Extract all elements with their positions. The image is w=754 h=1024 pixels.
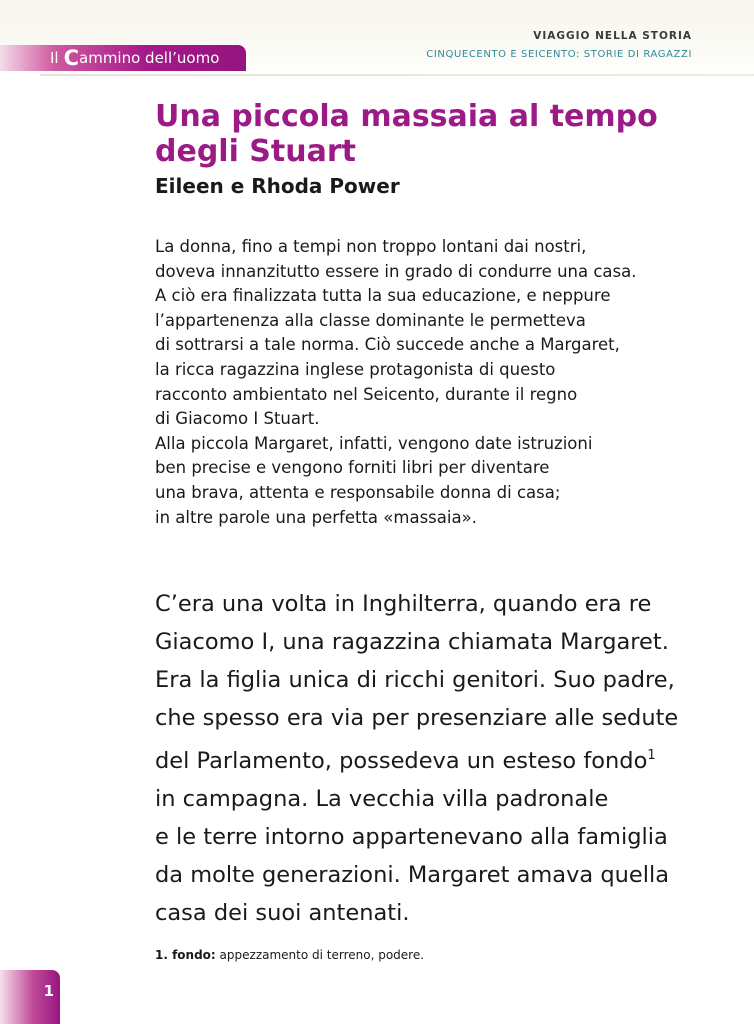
series-title: VIAGGIO NELLA STORIA [533,30,692,42]
story-text [155,585,735,932]
story-line-with-note [155,737,735,780]
story-line: da molte generazioni. Margaret amava quella [155,862,670,888]
story-line: casa dei suoi antenati. [155,900,410,926]
story-line: in campagna. La vecchia villa padronale [155,786,609,812]
intro-line: doveva innanzitutto essere in grado di condurre una casa. [155,261,637,281]
story-line: Giacomo I, una ragazzina chiamata Margaret. [155,629,669,655]
article-authors: Eileen e Rhoda Power [155,174,400,198]
story-line: e le terre intorno appartenevano alla famiglia [155,824,668,850]
article-title-line: Una piccola massaia al tempo [155,99,658,134]
intro-line: l’appartenenza alla classe dominante le permetteva [155,310,586,330]
page-number-tab [0,970,60,1024]
intro-line: ben precise e vengono forniti libri per diventare [155,458,550,478]
brand-banner [0,45,246,71]
intro-paragraph [155,235,715,530]
article-title [155,99,715,169]
footnote-reference[interactable]: 1 [647,748,656,763]
page-number: 1 [43,982,54,1000]
footnote-definition: appezzamento di terreno, podere. [215,948,425,962]
footnote-term: 1. fondo: [155,948,216,962]
story-line: C’era una volta in Inghilterra, quando era re [155,591,652,617]
intro-line: una brava, attenta e responsabile donna di casa; [155,482,561,502]
story-line-text: del Parlamento, possedeva un esteso fondo [155,748,648,774]
intro-line: A ciò era finalizzata tutta la sua educazione, e neppure [155,286,611,306]
intro-line: di Giacomo I Stuart. [155,409,320,429]
intro-line: in altre parole una perfetta «massaia». [155,507,477,527]
story-line: Era la figlia unica di ricchi genitori. Suo padre, [155,667,675,693]
intro-line: racconto ambientato nel Seicento, durante il regno [155,384,578,404]
brand-initial: C [63,45,80,70]
brand-prefix: Il [50,49,59,67]
story-line: che spesso era via per presenziare alle sedute [155,705,679,731]
series-subtitle: CINQUECENTO E SEICENTO: STORIE DI RAGAZZI [426,49,692,60]
intro-line: La donna, fino a tempi non troppo lontani dai nostri, [155,237,587,256]
brand-name: ammino dell’uomo [79,49,220,67]
intro-line: Alla piccola Margaret, infatti, vengono date istruzioni [155,433,593,453]
header-divider [40,74,754,76]
intro-line: la ricca ragazzina inglese protagonista di questo [155,359,556,379]
footnote [155,948,424,962]
article-title-line: degli Stuart [155,134,356,169]
intro-line: di sottrarsi a tale norma. Ciò succede anche a Margaret, [155,335,620,355]
